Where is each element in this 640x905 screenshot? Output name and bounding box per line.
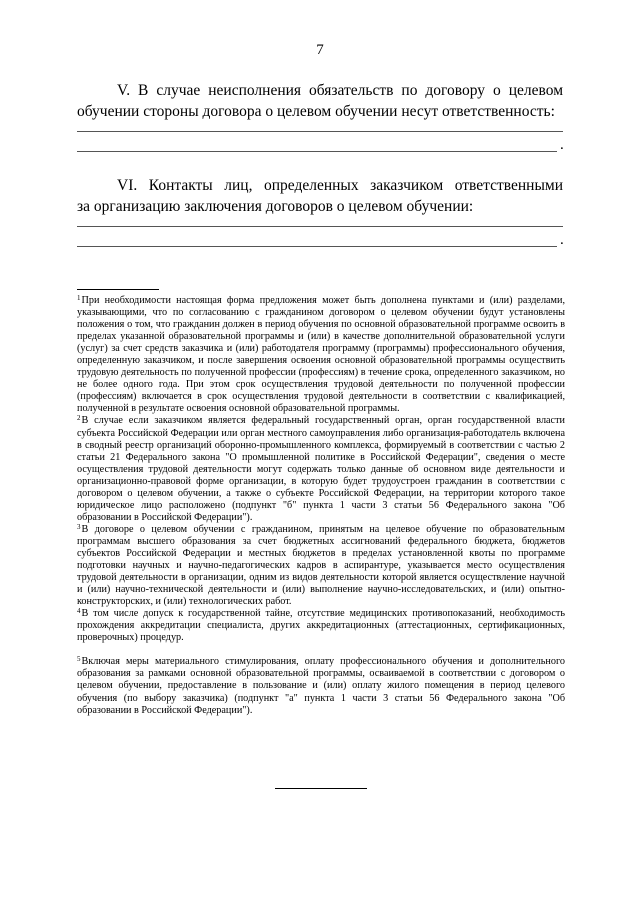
section-5-line-1: V. В случае неисполнения обязательств по договору о целевом xyxy=(117,82,563,99)
footnote-3 xyxy=(77,524,565,608)
section-5-end-mark: . xyxy=(560,137,564,153)
section-6-fill-line-1 xyxy=(77,226,563,227)
footnote-1-text: При необходимости настоящая форма предложения может быть дополнена пунктами и (или) разделами, указывающими, что по согласованию с гражданином договором о целевом обучении будут установлены положения о том, что гражданин должен в период обучения по основной образовательной программе освоить в пределах указанной образовательной программы и (или) в качестве дополнительной образовательной услуги (услуг) за счет средств заказчика и (или) работодателя программу (программы) профессионального обучения, определенную заказчиком, и после завершения освоения основной образовательной программы осуществить трудовую деятельность по полученной профессии (профессиям) в течение срока, определенного заказчиком, но не более одного года. При этом срок осуществления трудовой деятельности по полученной профессии (профессиям) включается в срок осуществления трудовой деятельности в соответствии с квалификацией, полученной в результате освоения основной образовательной программы. xyxy=(77,295,565,415)
section-6 xyxy=(77,175,563,217)
footnote-1 xyxy=(77,295,565,415)
footnote-separator xyxy=(77,289,159,290)
footnote-4-text: В том числе допуск к государственной тайне, отсутствие медицинских противопоказаний, необходимость прохождения аккредитации специалиста, других аккредитационных (аттестационных, сертификационных, проверочных) процедур. xyxy=(77,608,565,644)
section-6-fill-line-2 xyxy=(77,246,557,247)
footnote-2-number: 2 xyxy=(77,414,81,423)
page-number: 7 xyxy=(316,42,324,58)
footnote-3-number: 3 xyxy=(77,522,81,531)
footnotes xyxy=(77,295,565,717)
section-5 xyxy=(77,80,563,122)
section-6-line-1: VI. Контакты лиц, определенных заказчиком ответственными xyxy=(117,177,563,194)
footnote-3-text: В договоре о целевом обучении с гражданином, принятым на целевое обучение по образовательным программам высшего образования за счет бюджетных ассигнований федерального бюджета, бюджетов субъектов Российской Федерации и местных бюджетов в пределах установленной квоты по программе подготовки научных и научно-педагогических кадров в аспирантуре, указывается место осуществления трудовой деятельности в организации, одним из видов деятельности которой является осуществление научной и (или) научно-технической деятельности и (или) выполнение научно-исследовательских, и (или) опытно-конструкторских, и (или) технологических работ. xyxy=(77,523,565,608)
footnote-2-text: В случае если заказчиком является федеральный государственный орган, орган государственной власти субъекта Российской Федерации или орган местного самоуправления либо организация-работодатель включена в сводный реестр организаций оборонно-промышленного комплекса, формируемый в соответствии с частью 2 статьи 21 Федерального закона "О промышленной политике в Российской Федерации", сведения о месте осуществления трудовой деятельности могут содержать только данные об основном виде деятельности и организационно-правовой форме организации, в которую будет трудоустроен гражданин в соответствии с договором о целевом обучении, а также о субъекте Российской Федерации, на территории которого такое юридическое лицо расположено (подпункт "б" пункта 1 части 3 статьи 56 Федерального закона "Об образовании в Российской Федерации"). xyxy=(77,415,565,523)
section-6-line-2: за организацию заключения договоров о целевом обучении: xyxy=(77,198,474,215)
section-6-end-mark: . xyxy=(560,232,564,248)
footnote-2 xyxy=(77,415,565,523)
bottom-separator xyxy=(275,788,367,789)
footnote-5-text: Включая меры материального стимулирования, оплату профессионального обучения и дополнительного образования за рамками основной образовательной программы, осваиваемой в соответствии с договором о целевом обучении, предоставление в пользование и (или) оплату жилого помещения в период целевого обучения (по выбору заказчика) (подпункт "а" пункта 1 части 3 статьи 56 Федерального закона "Об образовании в Российской Федерации"). xyxy=(77,656,565,716)
footnote-5-number: 5 xyxy=(77,655,81,664)
section-5-fill-line-1 xyxy=(77,131,563,132)
section-5-line-2: обучении стороны договора о целевом обучении несут ответственность: xyxy=(77,103,555,120)
footnote-4-number: 4 xyxy=(77,607,81,616)
footnote-4 xyxy=(77,608,565,644)
footnote-1-number: 1 xyxy=(77,294,81,302)
footnote-5 xyxy=(77,656,565,716)
section-5-fill-line-2 xyxy=(77,151,557,152)
